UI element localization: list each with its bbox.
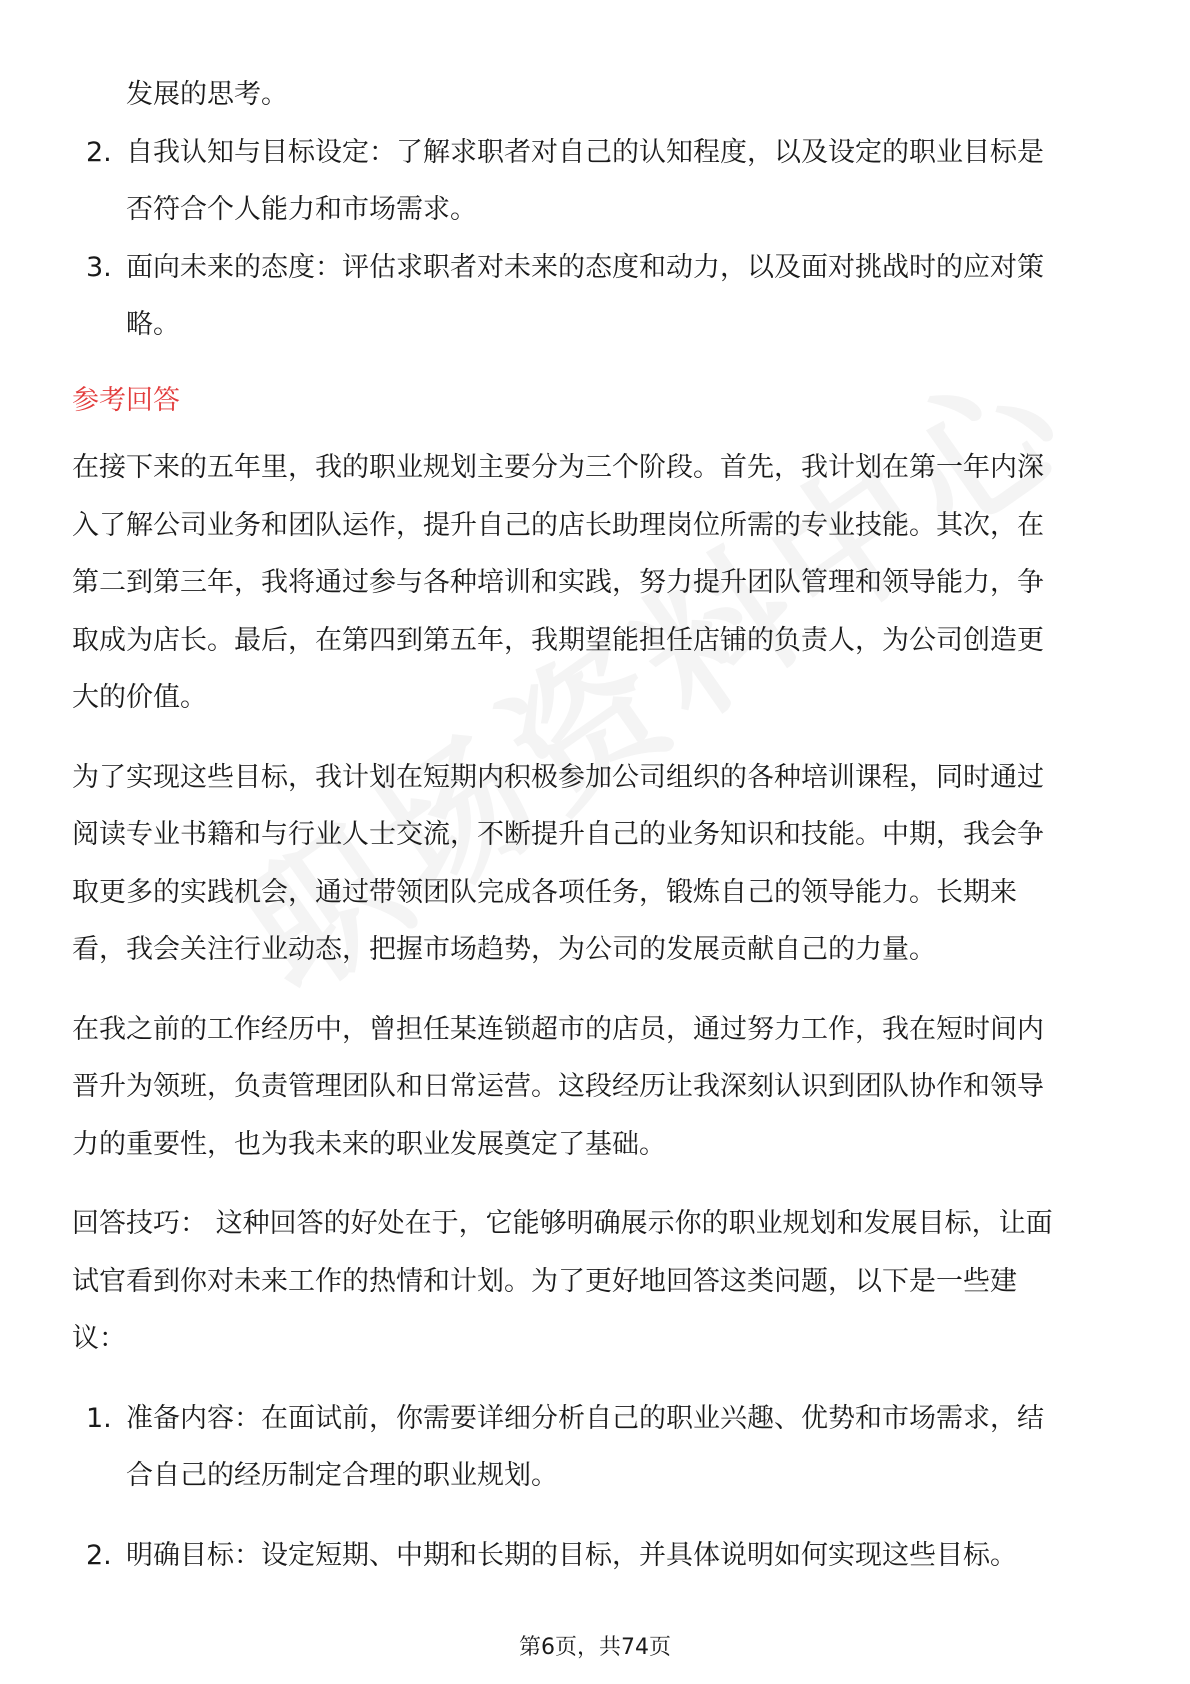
intro-tail-item	[72, 66, 1122, 124]
paragraph-tips	[72, 1195, 1122, 1368]
tip-item-1	[72, 1390, 1122, 1505]
text-line: 否符合个人能力和市场需求。	[126, 194, 477, 225]
text-line: 略。	[126, 309, 180, 340]
text-line: 自我认知与目标设定：了解求职者对自己的认知程度，以及设定的职业目标是	[126, 136, 1044, 168]
paragraph-goals	[72, 749, 1122, 979]
list-number: 2.	[86, 136, 112, 168]
text-line: 议：	[72, 1323, 126, 1354]
text-line: 取更多的实践机会，通过带领团队完成各项任务，锻炼自己的领导能力。长期来	[72, 876, 1017, 908]
text-line: 大的价值。	[72, 682, 207, 713]
text-line: 取成为店长。最后，在第四到第五年，我期望能担任店铺的负责人，为公司创造更	[72, 624, 1044, 656]
list-number: 3.	[86, 251, 112, 283]
text-line: 在我之前的工作经历中，曾担任某连锁超市的店员，通过努力工作，我在短时间内	[72, 1013, 1044, 1045]
text-line: 明确目标：设定短期、中期和长期的目标，并具体说明如何实现这些目标。	[126, 1539, 1017, 1571]
criteria-item-3	[72, 239, 1122, 354]
text-line: 看，我会关注行业动态，把握市场趋势，为公司的发展贡献自己的力量。	[72, 934, 936, 965]
text-line: 合自己的经历制定合理的职业规划。	[126, 1460, 558, 1491]
text-line: 第二到第三年，我将通过参与各种培训和实践，努力提升团队管理和领导能力，争	[72, 567, 1044, 598]
list-number: 2.	[86, 1539, 112, 1571]
page-footer: 第6页，共74页	[519, 1635, 671, 1660]
paragraph-plan	[72, 439, 1122, 727]
text-line: 试官看到你对未来工作的热情和计划。为了更好地回答这类问题，以下是一些建	[72, 1265, 1017, 1297]
section-heading: 参考回答	[72, 384, 180, 416]
text-line: 入了解公司业务和团队运作，提升自己的店长助理岗位所需的专业技能。其次，在	[72, 509, 1044, 541]
criteria-item-2	[72, 124, 1122, 239]
text-line: 为了实现这些目标，我计划在短期内积极参加公司组织的各种培训课程，同时通过	[72, 761, 1044, 793]
list-number: 1.	[86, 1402, 112, 1434]
text-line: 准备内容：在面试前，你需要详细分析自己的职业兴趣、优势和市场需求，结	[126, 1402, 1044, 1434]
text-line: 发展的思考。	[126, 79, 288, 110]
paragraph-experience	[72, 1001, 1122, 1174]
page-content	[72, 66, 1122, 1584]
text-line: 面向未来的态度：评估求职者对未来的态度和动力，以及面对挑战时的应对策	[126, 251, 1044, 283]
text-line: 回答技巧： 这种回答的好处在于，它能够明确展示你的职业规划和发展目标，让面	[72, 1208, 1053, 1239]
tip-item-2	[72, 1527, 1122, 1585]
text-line: 力的重要性，也为我未来的职业发展奠定了基础。	[72, 1128, 666, 1160]
text-line: 阅读专业书籍和与行业人士交流，不断提升自己的业务知识和技能。中期，我会争	[72, 819, 1044, 850]
text-line: 晋升为领班，负责管理团队和日常运营。这段经历让我深刻认识到团队协作和领导	[72, 1071, 1044, 1102]
text-line: 在接下来的五年里，我的职业规划主要分为三个阶段。首先，我计划在第一年内深	[72, 452, 1044, 483]
